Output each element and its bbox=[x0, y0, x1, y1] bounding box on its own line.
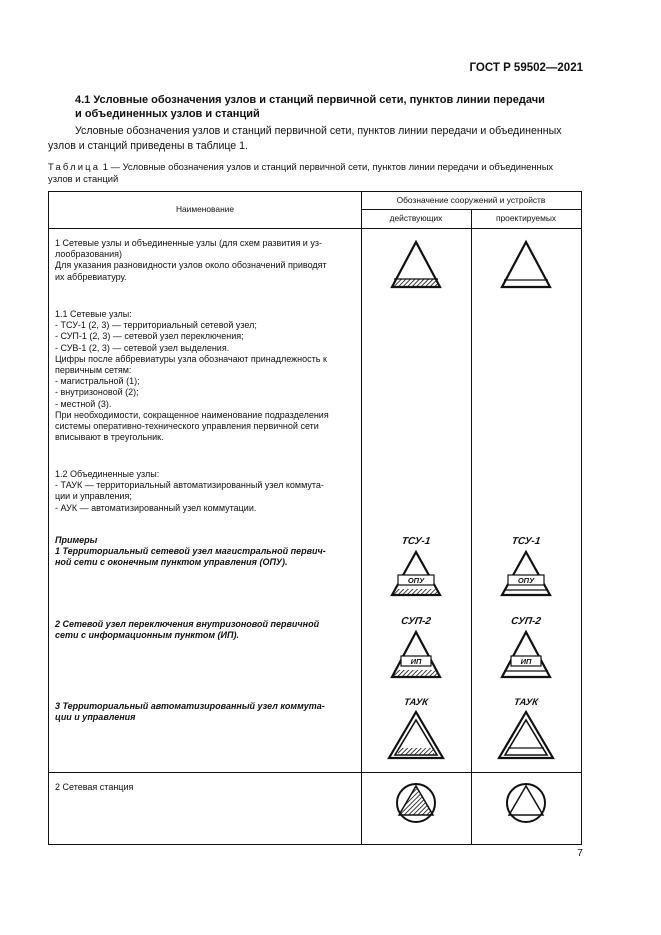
standard-number: ГОСТ Р 59502—2021 bbox=[469, 62, 583, 74]
text-line: 2 Сетевая станция bbox=[55, 782, 134, 792]
header-planned: проектируемых bbox=[495, 213, 557, 223]
text-line: - местной (3). bbox=[55, 398, 112, 409]
ex1-existing-icon bbox=[392, 552, 440, 595]
ex3-existing-label: ТАУК bbox=[403, 697, 429, 708]
text-line: системы оперативно-технического управления первичной сети bbox=[55, 421, 319, 432]
node-existing-icon bbox=[392, 242, 440, 287]
text-line: ции и управления; bbox=[55, 491, 132, 502]
symbols-table bbox=[48, 191, 582, 845]
ex3-planned-label: ТАУК bbox=[513, 697, 539, 708]
text-line: - СУП-1 (2, 3) — сетевой узел переключения; bbox=[55, 331, 244, 342]
text-line: ной сети с оконечным пунктом управления (ОПУ). bbox=[55, 557, 288, 568]
ex2-existing-icon bbox=[392, 632, 440, 677]
ex1-planned-label: ТСУ-1 bbox=[510, 536, 542, 547]
text-line: 2 Сетевой узел переключения внутризоновой первичной bbox=[55, 619, 320, 629]
examples-title: Примеры bbox=[55, 535, 98, 545]
text-line: 1 Сетевые узлы и объединенные узлы (для схем развития и уз- bbox=[55, 238, 322, 248]
text-line: их аббревиатуру. bbox=[55, 271, 127, 282]
caption-line: 1 — Условные обозначения узлов и станций первичной сети, пунктов линии передачи и объединенных bbox=[102, 161, 554, 172]
section-heading bbox=[75, 93, 565, 121]
text-line: 1.2 Объединенные узлы: bbox=[55, 469, 160, 479]
text-line: сети с информационным пунктом (ИП). bbox=[55, 630, 239, 641]
node-planned-icon bbox=[502, 242, 550, 287]
station-existing-icon bbox=[397, 784, 435, 822]
text-line: первичным сетям: bbox=[55, 365, 132, 376]
section-heading-line: и объединенных узлов и станций bbox=[75, 108, 260, 120]
ex1-existing-inner: ОПУ bbox=[407, 576, 425, 585]
caption-label: Таблица bbox=[48, 161, 101, 172]
ex2-planned-label: СУП-2 bbox=[510, 616, 542, 627]
text-line: - ТАУК — территориальный автоматизированный узел коммута- bbox=[55, 480, 324, 491]
ex1-planned-inner: ОПУ bbox=[517, 576, 535, 585]
section-heading-line: 4.1 Условные обозначения узлов и станций первичной сети, пунктов линии передачи bbox=[75, 94, 545, 106]
text-line: Цифры после аббревиатуры узла обозначают принадлежность к bbox=[55, 353, 327, 364]
text-line: - АУК — автоматизированный узел коммутации. bbox=[55, 502, 257, 513]
text-line: - СУВ-1 (2, 3) — сетевой узел выделения. bbox=[55, 342, 230, 353]
ex1-existing-label: ТСУ-1 bbox=[400, 536, 432, 547]
station-planned-icon bbox=[507, 784, 545, 822]
text-line: 3 Территориальный автоматизированный узел коммута- bbox=[55, 701, 325, 711]
ex2-planned-inner: ИП bbox=[520, 657, 532, 666]
ex1-planned-icon bbox=[502, 552, 550, 595]
ex2-existing-label: СУП-2 bbox=[400, 616, 432, 627]
text-line: вписывают в треугольник. bbox=[55, 432, 164, 443]
text-line: - внутризоновой (2); bbox=[55, 387, 139, 398]
symbols-canvas bbox=[49, 192, 581, 844]
header-name: Наименование bbox=[175, 204, 235, 214]
ex2-existing-inner: ИП bbox=[410, 657, 422, 666]
caption-line: узлов и станций bbox=[48, 173, 119, 184]
header-existing: действующих bbox=[389, 213, 443, 223]
ex3-existing-icon bbox=[389, 712, 443, 758]
text-line: ции и управления bbox=[55, 712, 136, 723]
text-line: - ТСУ-1 (2, 3) — территориальный сетевой узел; bbox=[55, 320, 257, 331]
text-line: При необходимости, сокращенное наименование подразделения bbox=[55, 409, 329, 420]
ex2-planned-icon bbox=[502, 632, 550, 677]
text-line: лообразования) bbox=[55, 249, 123, 260]
table-caption bbox=[48, 161, 588, 185]
text-line: - магистральной (1); bbox=[55, 376, 140, 387]
intro-line: узлов и станций приведены в таблице 1. bbox=[48, 140, 248, 152]
page-number: 7 bbox=[577, 847, 583, 859]
text-line: 1.1 Сетевые узлы: bbox=[55, 309, 132, 319]
header-group: Обозначение сооружений и устройств bbox=[396, 195, 546, 205]
text-line: 1 Территориальный сетевой узел магистральной первич- bbox=[55, 546, 326, 557]
ex3-planned-icon bbox=[499, 712, 553, 758]
text-line: Для указания разновидности узлов около обозначений приводят bbox=[55, 260, 327, 271]
intro-paragraph bbox=[48, 124, 583, 154]
intro-line: Условные обозначения узлов и станций первичной сети, пунктов линии передачи и объединенных bbox=[75, 125, 562, 137]
